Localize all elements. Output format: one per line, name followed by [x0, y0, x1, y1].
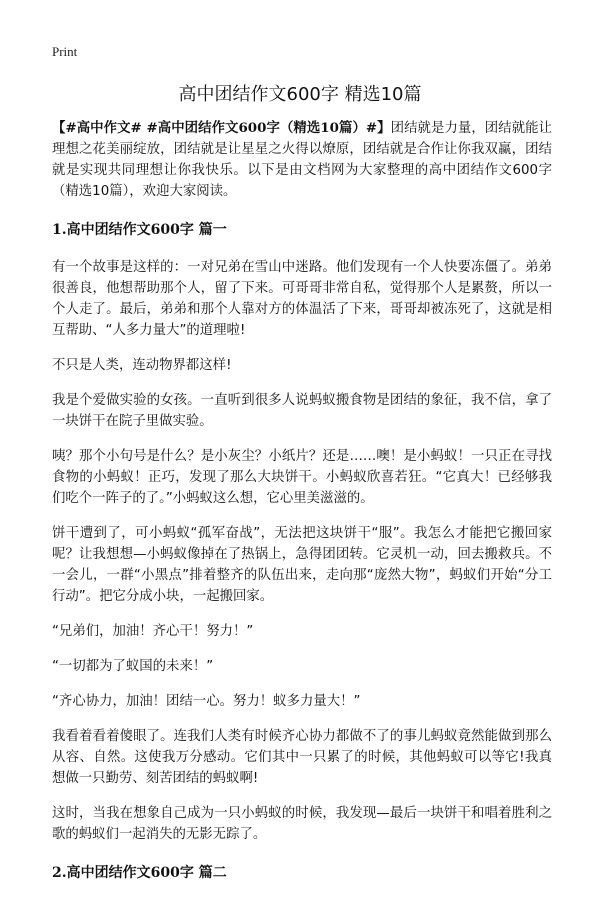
- paragraph: “一切都为了蚁国的未来！”: [52, 659, 214, 674]
- print-link[interactable]: Print: [52, 44, 78, 59]
- intro-paragraph: [52, 118, 552, 202]
- page-title: 高中团结作文600字 精选10篇: [178, 84, 422, 105]
- intro-text: 团结就是力量，团结就能让理想之花美丽绽放，团结就是让星星之火得以燎原，团结就是合作让你我双赢，团结就是实现共同理想让你我快乐。以下是由文档网为大家整理的高中团结作文600字（精选10篇），欢迎大家阅读。: [52, 121, 553, 199]
- paragraph: 饼干遭到了，可小蚂蚁“孤军奋战”，无法把这块饼干“服”。我怎么才能把它搬回家呢？让我想想—小蚂蚁像掉在了热锅上，急得团团转。它灵机一动，回去搬救兵。不一会儿，一群“小黑点”排着整齐的队伍出来，走向那“庞然大物”，蚂蚁们开始“分工行动”。把它分成小块，一起搬回家。: [52, 526, 552, 604]
- paragraph: 有一个故事是这样的：一对兄弟在雪山中迷路。他们发现有一个人快要冻僵了。弟弟很善良，他想帮助那个人，留了下来。可哥哥非常自私，觉得那个人是累赘，所以一个人走了。最后，弟弟和那个人靠对方的体温活了下来，哥哥却被冻死了，这就是相互帮助、“人多力量大”的道理啦!: [52, 260, 552, 338]
- section-heading-2: 2.高中团结作文600字 篇二: [52, 865, 227, 881]
- paragraph: 不只是人类，连动物界都这样!: [52, 358, 232, 373]
- paragraph: 咦？那个小句号是什么？是小灰尘？小纸片？还是……噢！是小蚂蚁！一只正在寻找食物的小蚂蚁！正巧，发现了那么大块饼干。小蚂蚁欣喜若狂。“它真大！已经够我们吃个一阵子的了。”小蚂蚁这么想，它心里美滋滋的。: [52, 449, 552, 506]
- paragraph: 我是个爱做实验的女孩。一直听到很多人说蚂蚁搬食物是团结的象征，我不信，拿了一块饼干在院子里做实验。: [52, 393, 552, 429]
- article-body: [52, 118, 552, 900]
- paragraph: 我看着看着傻眼了。连我们人类有时候齐心协力都做不了的事儿蚂蚁竟然能做到那么从容、自然。这使我万分感动。它们其中一只累了的时候，其他蚂蚁可以等它!我真想做一只勤劳、刻苦团结的蚂蚁啊!: [52, 729, 552, 786]
- paragraph: 这时，当我在想象自己成为一只小蚂蚁的时候，我发现—最后一块饼干和唱着胜利之歌的蚂蚁们一起消失的无影无踪了。: [52, 806, 552, 842]
- intro-tag: 【#高中作文# #高中团结作文600字（精选10篇）#】: [52, 120, 391, 136]
- paragraph: “兄弟们，加油！齐心干！努力！”: [52, 624, 254, 639]
- paragraph: “齐心协力，加油！团结一心。努力！蚁多力量大！”: [52, 694, 361, 709]
- section-heading-1: 1.高中团结作文600字 篇一: [52, 222, 227, 238]
